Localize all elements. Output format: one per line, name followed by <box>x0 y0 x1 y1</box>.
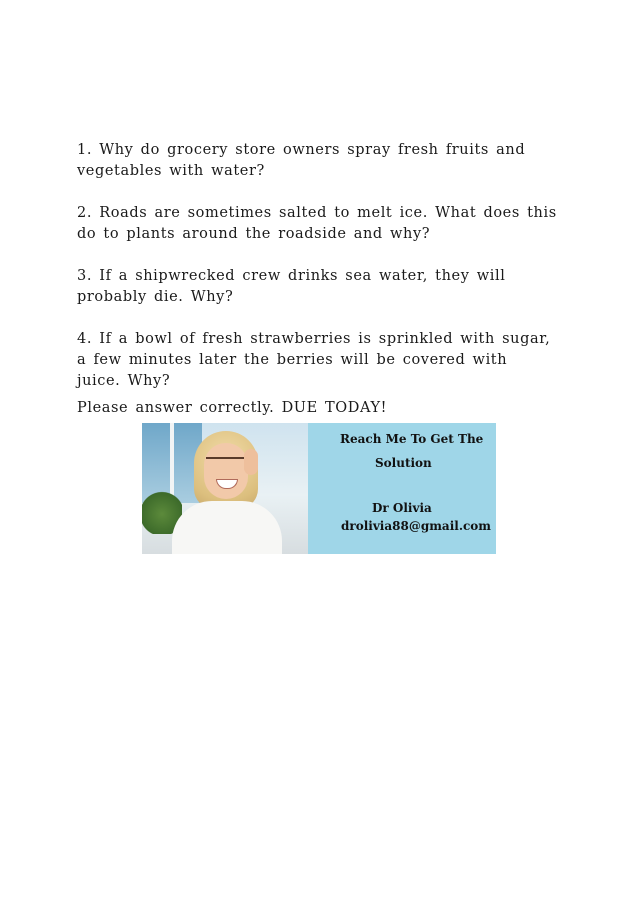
contact-name: Dr Olivia <box>372 501 432 515</box>
blouse-shape <box>172 501 282 554</box>
question-3: 3. If a shipwrecked crew drinks sea water, they will probably die. Why? <box>77 268 506 305</box>
question-4: 4. If a bowl of fresh strawberries is sprinkled with sugar, a few minutes later the berries will be covered with juice. Why? <box>77 331 551 389</box>
banner-headline: Reach Me To Get The <box>340 432 484 446</box>
question-1: 1. Why do grocery store owners spray fresh fruits and vegetables with water? <box>77 142 526 179</box>
face-shape <box>204 443 248 499</box>
contact-panel <box>308 423 496 554</box>
closing-note: Please answer correctly. DUE TODAY! <box>77 400 388 416</box>
woman-photo <box>142 423 308 554</box>
banner-subline: Solution <box>375 456 432 470</box>
glasses-shape <box>206 457 246 469</box>
contact-banner <box>142 423 496 554</box>
hand-shape <box>244 449 258 475</box>
question-list <box>77 140 557 413</box>
question-2: 2. Roads are sometimes salted to melt ice. What does this do to plants around the roadside and why? <box>77 205 557 242</box>
contact-email[interactable]: drolivia88@gmail.com <box>341 519 492 533</box>
